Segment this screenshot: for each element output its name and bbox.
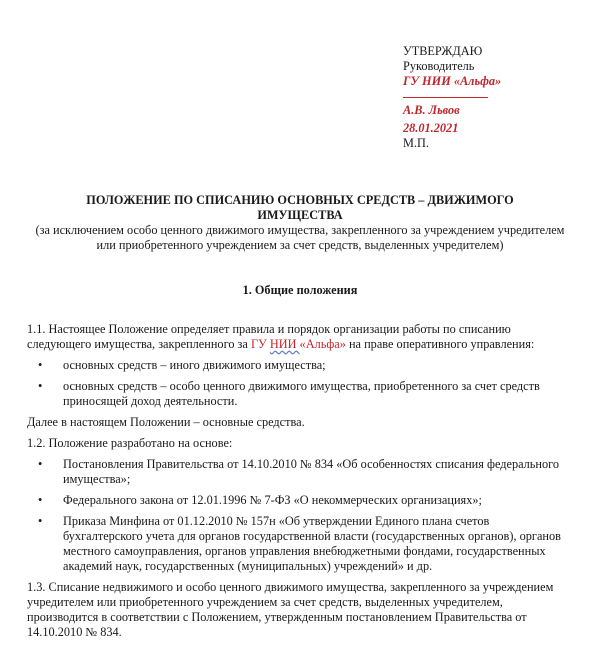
title-main: ПОЛОЖЕНИЕ ПО СПИСАНИЮ ОСНОВНЫХ СРЕДСТВ – ДВИЖИМОГО ИМУЩЕСТВА bbox=[86, 193, 514, 222]
list-item: • Постановления Правительства от 14.10.2010 № 834 «Об особенностях списания федерального имущества»; bbox=[38, 457, 560, 486]
org-name-inline: ГУ НИИ «Альфа» bbox=[250, 337, 346, 351]
list-item: • основных средств – иного движимого имущества; bbox=[38, 358, 326, 372]
bullet-icon: • bbox=[38, 457, 43, 471]
document-body bbox=[27, 322, 562, 646]
list-item: • основных средств – особо ценного движимого имущества, приобретенного за счет средств приносящей доход деятельности. bbox=[38, 379, 540, 408]
paragraph-further: Далее в настоящем Положении – основные средства. bbox=[27, 415, 305, 429]
approval-block bbox=[403, 44, 583, 151]
bullet-icon: • bbox=[38, 514, 43, 528]
paragraph-1-3: 1.3. Списание недвижимого и особо ценного движимого имущества, закрепленного за учреждением учредителем или приобретенного учреждением за счет средств, выделенных учредителем, производится в соответствии с Положением, утвержденным постановлением Правительства от 14.10.2010 № 834. bbox=[27, 580, 554, 639]
asset-list bbox=[27, 358, 562, 409]
approval-heading: УТВЕРЖДАЮ bbox=[403, 44, 483, 58]
document-title bbox=[30, 193, 570, 253]
approval-organization: ГУ НИИ «Альфа» bbox=[403, 74, 502, 88]
section-heading: 1. Общие положения bbox=[242, 283, 358, 297]
title-subtitle: (за исключением особо ценного движимого имущества, закрепленного за учреждением учредителем или приобретенного учреждением за счет средств, выделенных учредителем) bbox=[35, 223, 565, 252]
basis-list bbox=[27, 457, 562, 574]
paragraph-1-1: 1.1. Настоящее Положение определяет правила и порядок организации работы по списанию следующего имущества, закрепленного за ГУ НИИ «Альфа» на праве оперативного управления: bbox=[27, 322, 535, 351]
signature-line bbox=[403, 89, 488, 98]
paragraph-1-2: 1.2. Положение разработано на основе: bbox=[27, 436, 233, 450]
approval-signer: А.В. Львов bbox=[403, 103, 460, 117]
list-item: • Приказа Минфина от 01.12.2010 № 157н «Об утверждении Единого плана счетов бухгалтерского учета для органов государственной власти (государственных органов), органов местного самоуправления, органов управления внебюджетными фондами, государственных академий наук, государственных (муниципальных) учреждений» и др. bbox=[38, 514, 561, 573]
approval-date: 28.01.2021 bbox=[403, 121, 459, 135]
bullet-icon: • bbox=[38, 493, 43, 507]
approval-position: Руководитель bbox=[403, 59, 475, 73]
approval-stamp: М.П. bbox=[403, 136, 429, 150]
bullet-icon: • bbox=[38, 358, 43, 372]
bullet-icon: • bbox=[38, 379, 43, 393]
list-item: • Федерального закона от 12.01.1996 № 7-ФЗ «О некоммерческих организациях»; bbox=[38, 493, 482, 507]
spellcheck-underline: НИИ bbox=[269, 337, 300, 351]
